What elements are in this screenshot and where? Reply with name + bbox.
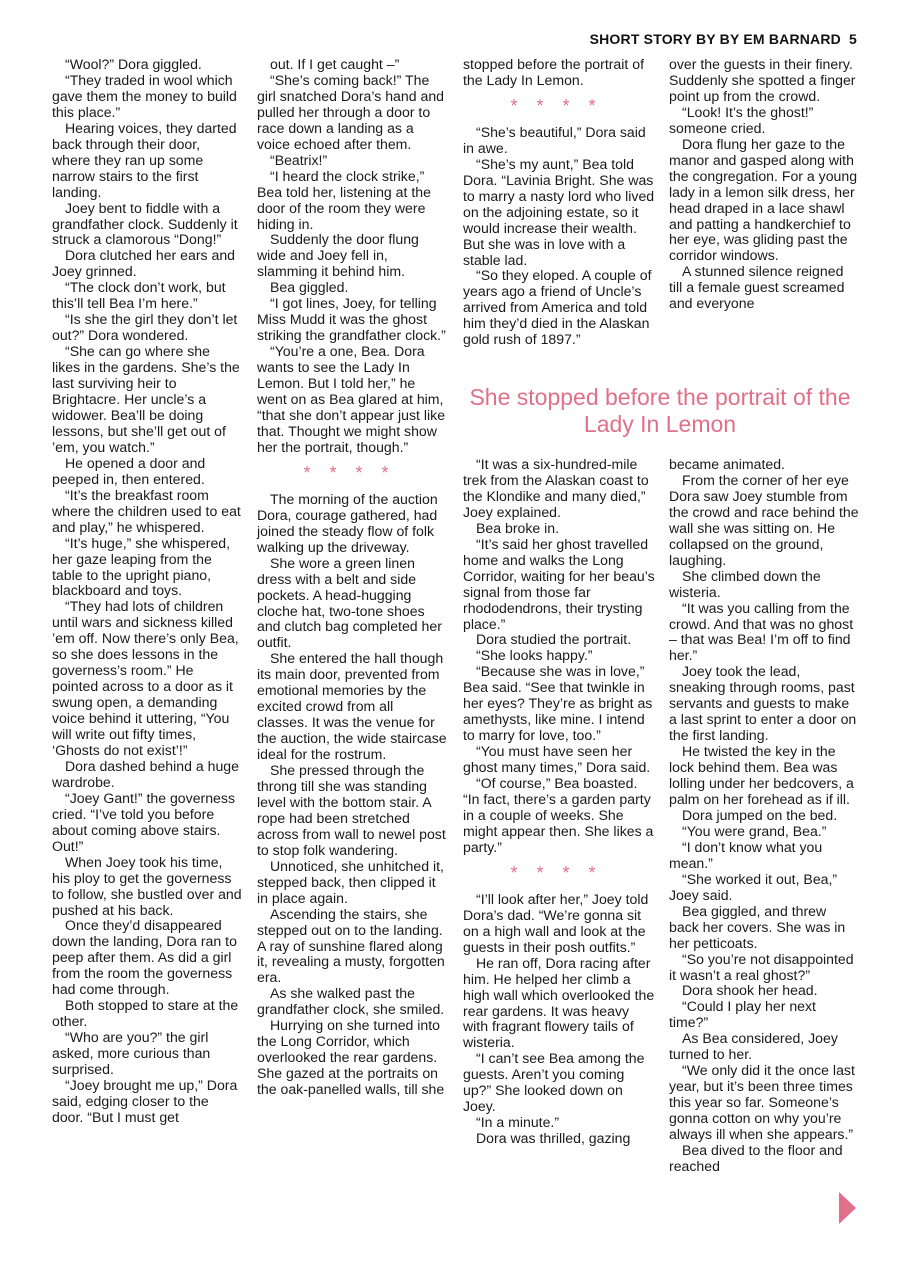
col3-paragraphs-c	[463, 457, 655, 856]
paragraph: “She’s beautiful,” Dora said in awe.	[463, 123, 646, 156]
story-byline: SHORT STORY BY BY EM BARNARD	[589, 31, 841, 47]
paragraph: “Could I play her next time?”	[669, 998, 816, 1031]
col3-paragraphs-d	[463, 892, 655, 1147]
paragraph: When Joey took his time, his ploy to get the governess to follow, she bustled over and pushed at his back.	[52, 853, 242, 918]
column-4-top	[669, 57, 859, 312]
paragraph: “They traded in wool which gave them the money to build this place.”	[52, 71, 237, 120]
col3-paragraphs-a	[463, 57, 655, 89]
paragraph: “I can’t see Bea among the guests. Aren’t you coming up?” She looked down on Joey.	[463, 1050, 645, 1115]
paragraph: “I got lines, Joey, for telling Miss Mudd it was the ghost striking the grandfather clock.”	[257, 295, 446, 344]
paragraph: Joey took the lead, sneaking through rooms, past servants and guests to make a last sprint to enter a door on the first landing.	[669, 663, 857, 744]
section-break-stars	[463, 95, 655, 117]
paragraph: “You must have seen her ghost many times,” Dora said.	[463, 743, 651, 776]
paragraph: Dora was thrilled, gazing	[476, 1130, 631, 1147]
star-2: *	[536, 95, 556, 116]
paragraph: “Joey Gant!” the governess cried. “I’ve told you before about coming above stairs. Out!”	[52, 789, 235, 854]
paragraph: “It’s the breakfast room where the children used to eat and play,” he whispered.	[52, 486, 241, 535]
paragraph: The morning of the auction Dora, courage gathered, had joined the steady flow of folk walking up the driveway.	[257, 490, 438, 555]
paragraph: Dora studied the portrait.	[476, 631, 632, 648]
column-2	[257, 57, 447, 1098]
paragraph: “She can go where she likes in the gardens. She’s the last surviving heir to Brightacre. Her uncle’s a widower. Bea’ll be doing lessons, but she’ll get out of ’em, you watch.”	[52, 343, 240, 455]
paragraph: Ascending the stairs, she stepped out on to the landing. A ray of sunshine flared along it, revealing a musty, forgotten era.	[257, 905, 445, 986]
paragraph: Dora dashed behind a huge wardrobe.	[52, 757, 239, 790]
star-4: *	[381, 462, 401, 483]
paragraph: She climbed down the wisteria.	[669, 567, 821, 600]
paragraph: She entered the hall though its main door, prevented from emotional memories by the excited crowd from all classes. It was the venue for the auction, the wide staircase ideal for the rostrum.	[257, 650, 447, 763]
paragraph: “Look! It’s the ghost!” someone cried.	[669, 103, 814, 136]
paragraph: stopped before the portrait of the Lady In Lemon.	[463, 56, 644, 88]
paragraph: Dora jumped on the bed.	[682, 806, 838, 823]
paragraph: Suddenly the door flung wide and Joey fell in, slamming it behind him.	[257, 231, 419, 280]
paragraph: Bea giggled, and threw back her covers. She was in her petticoats.	[669, 902, 846, 951]
paragraph: “In a minute.”	[476, 1114, 560, 1131]
paragraph: As she walked past the grandfather clock, she smiled.	[257, 985, 445, 1018]
paragraph: “So they eloped. A couple of years ago a friend of Uncle’s arrived from America and told him they’d died in the Alaskan gold rush of 1897.”	[463, 267, 652, 348]
paragraph: Dora clutched her ears and Joey grinned.	[52, 247, 236, 280]
paragraph: “She worked it out, Bea,” Joey said.	[669, 870, 838, 903]
paragraph: Bea broke in.	[476, 519, 560, 536]
paragraph: Hurrying on she turned into the Long Corridor, which overlooked the rear gardens. She gazed at the portraits on the oak-panelled walls, till she	[257, 1017, 445, 1098]
column-3-top	[463, 57, 655, 348]
paragraph: As Bea considered, Joey turned to her.	[669, 1030, 838, 1063]
column-4-bottom	[669, 457, 859, 1175]
paragraph: “She’s my aunt,” Bea told Dora. “Lavinia Bright. She was to marry a nasty lord who lived on the adjoining estate, so it would increase their wealth. But she was in love with a stable lad.	[463, 155, 655, 268]
section-break-stars	[463, 862, 655, 884]
paragraph: From the corner of her eye Dora saw Joey stumble from the crowd and race behind the wall she was sitting on. He collapsed on the ground, laughing.	[669, 471, 859, 568]
paragraph: He opened a door and peeped in, then entered.	[52, 454, 206, 487]
paragraph: Both stopped to stare at the other.	[52, 997, 239, 1030]
col2-paragraphs-top	[257, 57, 447, 456]
star-1: *	[303, 462, 323, 483]
paragraph: “You were grand, Bea.”	[682, 822, 827, 839]
paragraph: He twisted the key in the lock behind them. Bea was lolling under her bedcovers, a palm on her forehead as if ill.	[669, 743, 854, 808]
star-3: *	[562, 862, 582, 883]
star-3: *	[562, 95, 582, 116]
paragraph: became animated.	[669, 456, 785, 472]
star-1: *	[510, 95, 530, 116]
paragraph: “It was you calling from the crowd. And that was no ghost – that was Bea! I’m off to find her.”	[669, 599, 854, 664]
paragraph: Joey bent to fiddle with a grandfather clock. Suddenly it struck a clamorous “Dong!”	[52, 199, 238, 248]
continue-arrow-icon[interactable]	[839, 1192, 856, 1224]
paragraph: “I heard the clock strike,” Bea told her, listening at the door of the room they were hiding in.	[257, 167, 431, 232]
paragraph: “She looks happy.”	[476, 647, 593, 664]
paragraph: She wore a green linen dress with a belt and side pockets. A head-hugging cloche hat, two-tone shoes and clutch bag completed her outfit.	[257, 554, 442, 651]
star-4: *	[588, 862, 608, 883]
paragraph: “Of course,” Bea boasted. “In fact, there’s a garden party in a couple of weeks. She might appear then. She likes a party.”	[463, 775, 654, 855]
star-2: *	[329, 462, 349, 483]
star-4: *	[588, 95, 608, 116]
paragraph: She pressed through the throng till she was standing level with the bottom stair. A rope had been stretched across from wall to newel post to stop folk wandering.	[257, 762, 446, 858]
paragraph: “Because she was in love,” Bea said. “See that twinkle in her eyes? They’re as bright as amethysts, like mine. I intend to marry for love, too.”	[463, 663, 653, 744]
paragraph: “Who are you?” the girl asked, more curious than surprised.	[52, 1029, 211, 1078]
paragraph: He ran off, Dora racing after him. He helped her climb a high wall which overlooked the rear gardens. It was heavy with fragrant flowery tails of wisteria.	[463, 954, 655, 1051]
page-header	[590, 31, 857, 47]
paragraph: Bea dived to the floor and reached	[669, 1141, 843, 1174]
star-1: *	[510, 862, 530, 883]
star-3: *	[355, 462, 375, 483]
paragraph: over the guests in their finery. Suddenly she spotted a finger point up from the crowd.	[669, 56, 856, 104]
paragraph: Once they’d disappeared down the landing, Dora ran to peep after them. As did a girl from the room the governess had come through.	[52, 917, 237, 998]
paragraph: “It’s said her ghost travelled home and walks the Long Corridor, waiting for her beau’s signal from those far rhododendrons, their trysting place.”	[463, 535, 655, 632]
paragraph: A stunned silence reigned till a female guest screamed and everyone	[669, 263, 845, 312]
paragraph: “Beatrix!”	[270, 151, 328, 168]
paragraph: Unnoticed, she unhitched it, stepped back, then clipped it in place again.	[257, 857, 444, 906]
col1-paragraphs	[52, 57, 242, 1126]
paragraph: Hearing voices, they darted back through their door, where they ran up some narrow stairs to the first landing.	[52, 119, 237, 200]
page-number: 5	[849, 31, 857, 47]
section-break-stars	[257, 462, 447, 484]
col4-paragraphs-b	[669, 457, 859, 1175]
paragraph: “Joey brought me up,” Dora said, edging closer to the door. “But I must get	[52, 1077, 238, 1125]
column-3-bottom	[463, 457, 655, 1147]
paragraph: “She’s coming back!” The girl snatched Dora’s hand and pulled her through a door to race down a landing as a voice echoed after them.	[257, 71, 444, 152]
col4-paragraphs-a	[669, 57, 859, 312]
paragraph: “I’ll look after her,” Joey told Dora’s dad. “We’re gonna sit on a high wall and look at the guests in their posh outfits.”	[463, 890, 649, 955]
column-1	[52, 57, 242, 1126]
col3-paragraphs-b	[463, 125, 655, 348]
paragraph: “It’s huge,” she whispered, her gaze leaping from the table to the upright piano, blackboard and toys.	[52, 534, 231, 599]
paragraph: “So you’re not disappointed it wasn’t a real ghost?”	[669, 950, 854, 983]
paragraph: out. If I get caught –”	[270, 56, 400, 72]
paragraph: Bea giggled.	[270, 279, 349, 296]
paragraph: “I don’t know what you mean.”	[669, 838, 823, 871]
paragraph: “You’re a one, Bea. Dora wants to see the Lady In Lemon. But I told her,” he went on as Bea glared at him, “that she don’t appear just like that. Thought we might show her the portrait, though.”	[257, 343, 446, 455]
paragraph: “Is she the girl they don’t let out?” Dora wondered.	[52, 311, 238, 344]
pull-quote: She stopped before the portrait of the Lady In Lemon	[469, 384, 851, 437]
paragraph: “We only did it the once last year, but it’s been three times this year so far. Someone’s gonna cotton on why you’re always ill when she appears.”	[669, 1062, 855, 1143]
paragraph: “The clock don’t work, but this’ll tell Bea I’m here.”	[52, 279, 226, 312]
star-2: *	[536, 862, 556, 883]
col2-paragraphs-bottom	[257, 492, 447, 1098]
paragraph: “It was a six-hundred-mile trek from the Alaskan coast to the Klondike and many died,” Joey explained.	[463, 456, 649, 520]
paragraph: Dora shook her head.	[682, 982, 818, 999]
paragraph: Dora flung her gaze to the manor and gasped along with the congregation. For a young lady in a lemon silk dress, her head draped in a lace shawl and patting a handkerchief to her eye, was gliding past the corridor windows.	[669, 135, 858, 264]
paragraph: “They had lots of children until wars and sickness killed ’em off. Now there’s only Bea, so she does lessons in the governess’s room.” He pointed across to a door as it swung open, a demanding voice behind it uttering, “You will write out fifty times, ‘Ghosts do not exist’!”	[52, 598, 239, 758]
paragraph: “Wool?” Dora giggled.	[65, 56, 202, 72]
